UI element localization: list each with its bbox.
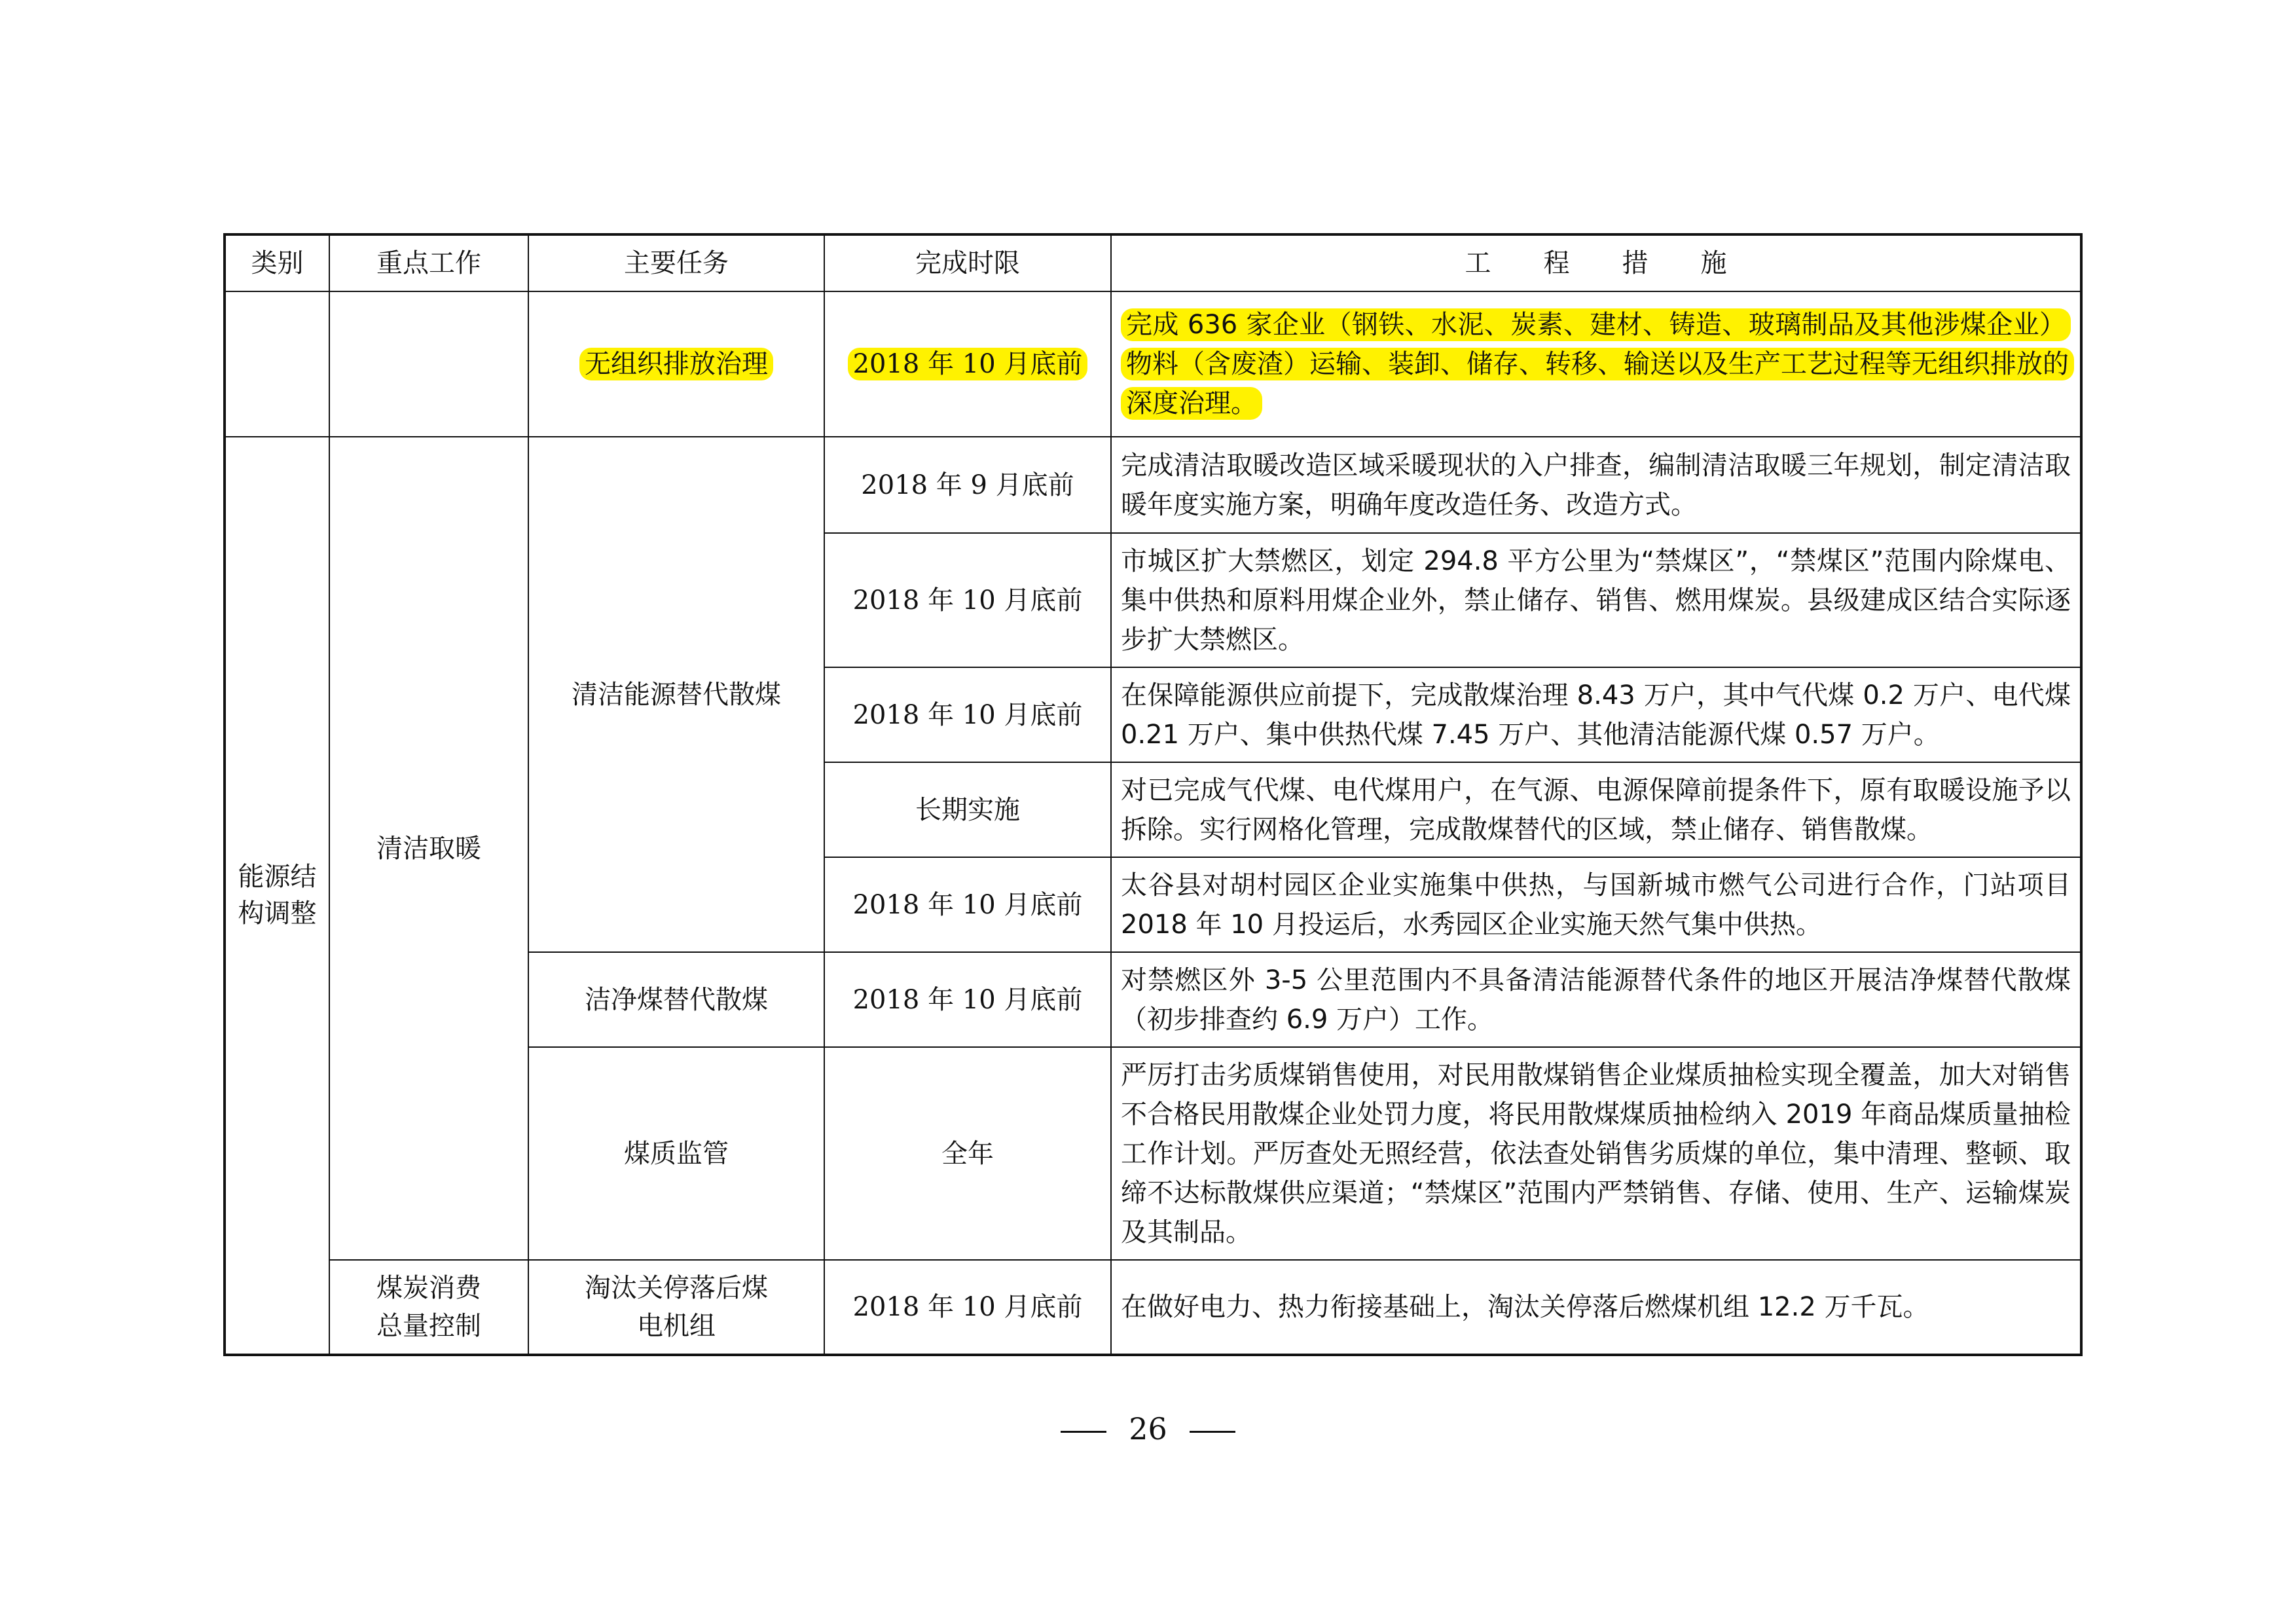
- task-cell: [528, 291, 824, 437]
- page-number: 26: [1129, 1411, 1167, 1447]
- page-footer: [0, 1411, 2296, 1447]
- measure-cell: 在保障能源供应前提下，完成散煤治理 8.43 万户，其中气代煤 0.2 万户、电代煤 0.21 万户、集中供热代煤 7.45 万户、其他清洁能源代煤 0.57 万户。: [1111, 667, 2081, 762]
- header-key-work: 重点工作: [329, 234, 528, 291]
- measure-cell: [1111, 291, 2081, 437]
- key-work-coal-total: 煤炭消费总量控制: [329, 1260, 528, 1355]
- table-header-row: [225, 234, 2081, 291]
- task-emission: 无组织排放治理: [579, 348, 773, 380]
- measure-cell: 市城区扩大禁燃区，划定 294.8 平方公里为“禁煤区”，“禁煤区”范围内除煤电、集中供热和原料用煤企业外，禁止储存、销售、燃用煤炭。县级建成区结合实际逐步扩大禁燃区。: [1111, 533, 2081, 667]
- task-clean-energy: 清洁能源替代散煤: [528, 437, 824, 952]
- measure-cell: 对禁燃区外 3-5 公里范围内不具备清洁能源替代条件的地区开展洁净煤替代散煤（初步排查约 6.9 万户）工作。: [1111, 952, 2081, 1047]
- table-row: [225, 1260, 2081, 1355]
- footer-dash-right: [1190, 1431, 1235, 1433]
- measure-cell: 严厉打击劣质煤销售使用，对民用散煤销售企业煤质抽检实现全覆盖，加大对销售不合格民用散煤企业处罚力度，将民用散煤煤质抽检纳入 2019 年商品煤质量抽检工作计划。严厉查处无照经营，依法查处销售劣质煤的单位，集中清理、整顿、取缔不达标散煤供应渠道；“禁煤区”范围内严禁销售、存储、使用、生产、运输煤炭及其制品。: [1111, 1047, 2081, 1260]
- category-cell-empty: [225, 291, 329, 437]
- table-row: [225, 437, 2081, 533]
- deadline-cell: [824, 291, 1111, 437]
- deadline-cell: 2018 年 10 月底前: [824, 667, 1111, 762]
- table-row: [225, 291, 2081, 437]
- task-coal-total: 淘汰关停落后煤电机组: [528, 1260, 824, 1355]
- measures-table: [223, 233, 2083, 1356]
- deadline-cell: 2018 年 10 月底前: [824, 1260, 1111, 1355]
- deadline-cell: 长期实施: [824, 762, 1111, 857]
- task-clean-coal: 洁净煤替代散煤: [528, 952, 824, 1047]
- deadline-cell: 2018 年 9 月底前: [824, 437, 1111, 533]
- measure-emission: 完成 636 家企业（钢铁、水泥、炭素、建材、铸造、玻璃制品及其他涉煤企业）物料（含废渣）运输、装卸、储存、转移、输送以及生产工艺过程等无组织排放的深度治理。: [1121, 308, 2074, 420]
- measure-cell: 太谷县对胡村园区企业实施集中供热，与国新城市燃气公司进行合作，门站项目 2018 年 10 月投运后，水秀园区企业实施天然气集中供热。: [1111, 857, 2081, 952]
- header-deadline: 完成时限: [824, 234, 1111, 291]
- deadline-emission: 2018 年 10 月底前: [848, 348, 1088, 380]
- key-work-cell-empty: [329, 291, 528, 437]
- measure-cell: 对已完成气代煤、电代煤用户，在气源、电源保障前提条件下，原有取暖设施予以拆除。实行网格化管理，完成散煤替代的区域，禁止储存、销售散煤。: [1111, 762, 2081, 857]
- measure-cell: 完成清洁取暖改造区域采暖现状的入户排查，编制清洁取暖三年规划，制定清洁取暖年度实施方案，明确年度改造任务、改造方式。: [1111, 437, 2081, 533]
- key-work-clean-heating: 清洁取暖: [329, 437, 528, 1260]
- deadline-cell: 2018 年 10 月底前: [824, 533, 1111, 667]
- footer-dash-left: [1061, 1431, 1106, 1433]
- category-energy-structure: 能源结构调整: [225, 437, 329, 1355]
- header-measures: 工 程 措 施: [1111, 234, 2081, 291]
- deadline-cell: 2018 年 10 月底前: [824, 857, 1111, 952]
- deadline-cell: 2018 年 10 月底前: [824, 952, 1111, 1047]
- task-coal-quality: 煤质监管: [528, 1047, 824, 1260]
- measure-cell: 在做好电力、热力衔接基础上，淘汰关停落后燃煤机组 12.2 万千瓦。: [1111, 1260, 2081, 1355]
- header-category: 类别: [225, 234, 329, 291]
- deadline-cell: 全年: [824, 1047, 1111, 1260]
- header-main-task: 主要任务: [528, 234, 824, 291]
